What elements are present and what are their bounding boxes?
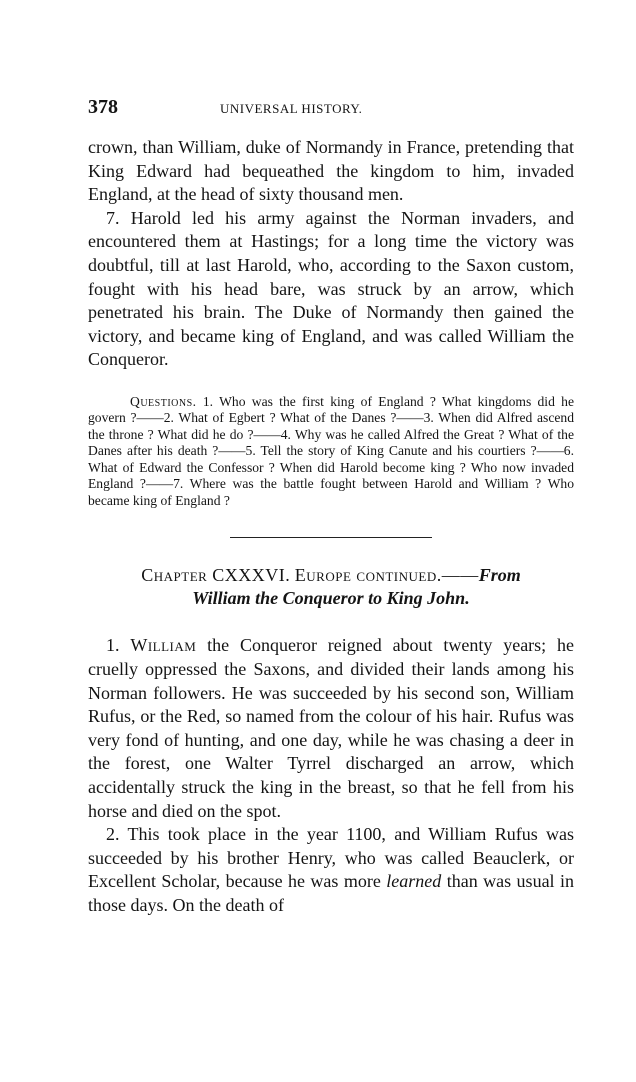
- questions-block: [88, 394, 574, 510]
- paragraph-2: [88, 823, 574, 917]
- paragraph-2-italic: learned: [386, 871, 442, 892]
- chapter-subtitle-part1: From: [478, 565, 521, 586]
- questions-text: 1. Who was the first king of England ? What kingdoms did he govern ?——2. What of Egbert ? What of the Danes ?——3. When did Alfred ascend the throne ? What did he do ?——4. Why was he called Alfred the Great ? What of the Danes after his death ?——5. Tell the story of King Canute and his courtiers ?——6. What of Edward the Confessor ? When did Harold become king ? Who now invaded England ?——7. Where was the battle fought between Harold and William ? Who became king of England ?: [88, 393, 574, 508]
- paragraph-1-text: the Conqueror reigned about twenty years; he cruelly oppressed the Saxons, and divided their lands among his Norman followers. He was succeeded by his second son, William Rufus, or the Red, so named from the colour of his hair. Rufus was very fond of hunting, and one day, while he was chasing a deer in the forest, one Walter Tyrrel discharged an arrow, which accidentally struck the king in the breast, so that he fell from his horse and died on the spot.: [88, 635, 574, 821]
- chapter-title: Europe continued.——: [294, 565, 479, 586]
- questions-label: Questions.: [130, 393, 197, 409]
- continued-paragraph: crown, than William, duke of Normandy in France, pretending that King Edward had bequeathed the kingdom to him, invaded England, at the head of sixty thousand men.: [88, 137, 574, 205]
- chapter-heading: [88, 564, 574, 610]
- paragraph-7: 7. Harold led his army against the Norman invaders, and encountered them at Hastings; for a long time the victory was doubtful, till at last Harold, who, according to the Saxon custom, fought with his head bare, was struck by an arrow, which penetrated his brain. The Duke of Normandy then gained the victory, and became king of England, and was called William the Conqueror.: [88, 207, 574, 370]
- paragraph-2-tail: than was usual in those days. On the death of: [88, 871, 574, 915]
- paragraph-1-lead-name: William: [130, 635, 197, 656]
- section-divider: [230, 537, 432, 538]
- chapter-number: Chapter CXXXVI.: [141, 565, 291, 586]
- page-number: 378: [88, 96, 118, 118]
- paragraph-1-number: 1.: [106, 635, 120, 656]
- running-title: UNIVERSAL HISTORY.: [220, 101, 363, 116]
- running-head: [88, 96, 574, 136]
- paragraph-1: [88, 634, 574, 823]
- chapter-subtitle-part2: William the Conqueror to King John.: [192, 588, 470, 609]
- paragraph-2-text: 2. This took place in the year 1100, and William Rufus was succeeded by his brother Henry, who was called Beauclerk, or Excellent Scholar, because he was more: [88, 824, 574, 892]
